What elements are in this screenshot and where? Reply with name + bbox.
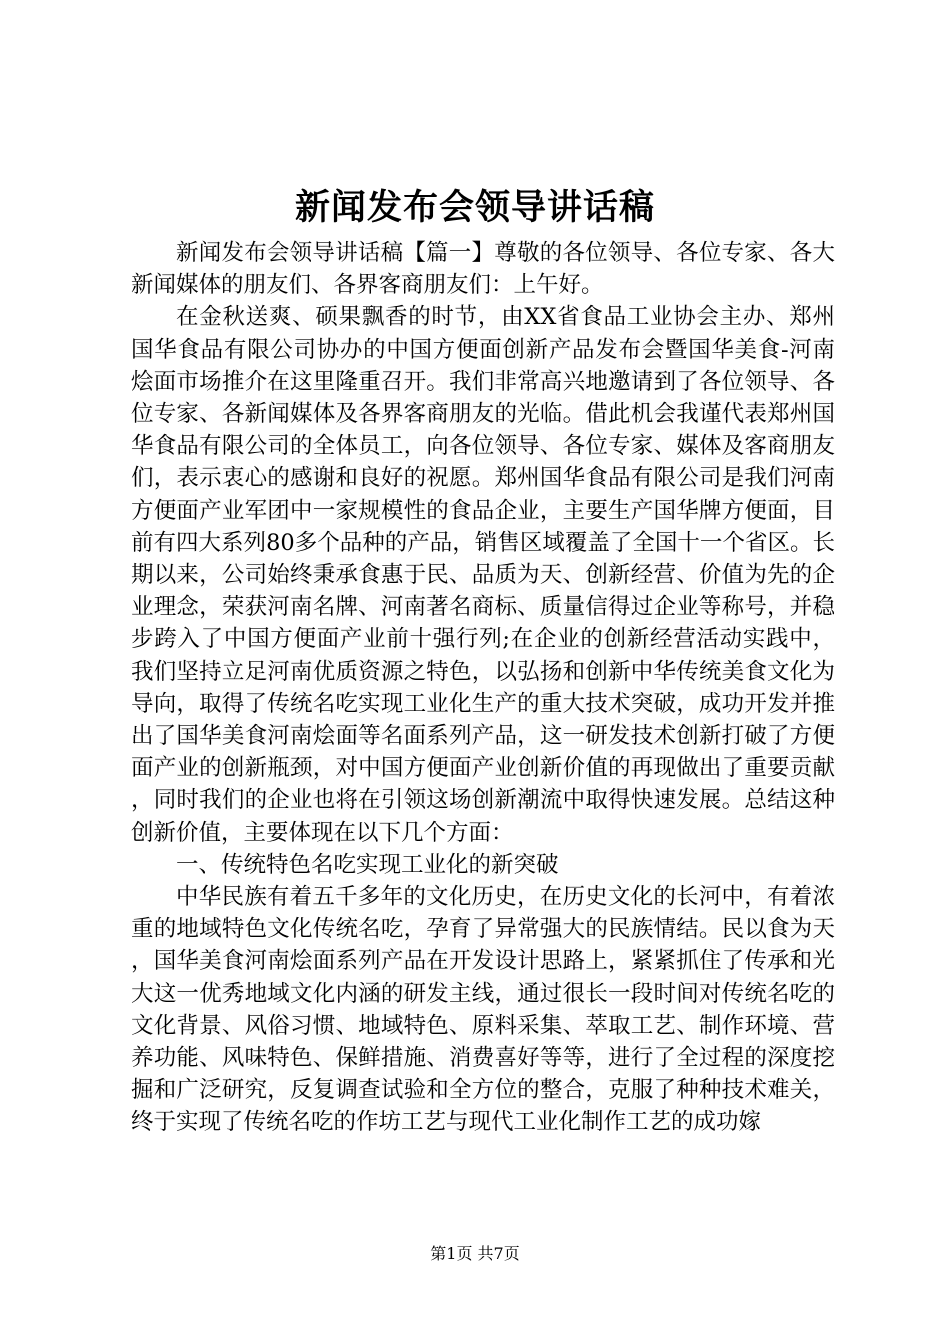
paragraph-section-one: 中华民族有着五千多年的文化历史，在历史文化的长河中，有着浓重的地域特色文化传统名吃，孕育了异常强大的民族情结。民以食为天，国华美食河南烩面系列产品在开发设计思路上，紧紧抓住了传承和光大这一优秀地域文化内涵的研发主线，通过很长一段时间对传统名吃的文化背景、风俗习惯、地域特色、原料采集、萃取工艺、制作环境、营养功能、风味特色、保鲜措施、消费喜好等等，进行了全过程的深度挖掘和广泛研究，反复调查试验和全方位的整合，克服了种种技术难关，终于实现了传统名吃的作坊工艺与现代工业化制作工艺的成功嫁	[131, 884, 835, 1136]
section-heading: 一、传统特色名吃实现工业化的新突破	[176, 851, 559, 878]
document-body	[131, 237, 835, 1139]
document-title: 新闻发布会领导讲话稿	[294, 187, 655, 228]
paragraph-introduction: 在金秋送爽、硕果飘香的时节，由XX省食品工业协会主办、郑州国华食品有限公司协办的中国方便面创新产品发布会暨国华美食-河南烩面市场推介在这里隆重召开。我们非常高兴地邀请到了各位领导、各位专家、各新闻媒体及各界客商朋友的光临。借此机会我谨代表郑州国华食品有限公司的全体员工，向各位领导、各位专家、媒体及客商朋友们，表示衷心的感谢和良好的祝愿。郑州国华食品有限公司是我们河南方便面产业军团中一家规模性的食品企业，主要生产国华牌方便面，目前有四大系列80多个品种的产品，销售区域覆盖了全国十一个省区。长期以来，公司始终秉承食惠于民、品质为天、创新经营、价值为先的企业理念，荣获河南名牌、河南著名商标、质量信得过企业等称号，并稳步跨入了中国方便面产业前十强行列;在企业的创新经营活动实践中，我们坚持立足河南优质资源之特色，以弘扬和创新中华传统美食文化为导向，取得了传统名吃实现工业化生产的重大技术突破，成功开发并推出了国华美食河南烩面等名面系列产品，这一研发技术创新打破了方便面产业的创新瓶颈，对中国方便面产业创新价值的再现做出了重要贡献，同时我们的企业也将在引领这场创新潮流中取得快速发展。总结这种创新价值，主要体现在以下几个方面：	[131, 304, 835, 846]
paragraph-greeting: 新闻发布会领导讲话稿【篇一】尊敬的各位领导、各位专家、各大新闻媒体的朋友们、各界客商朋友们：上午好。	[131, 240, 835, 299]
page-number: 第1页 共7页	[430, 1244, 520, 1263]
